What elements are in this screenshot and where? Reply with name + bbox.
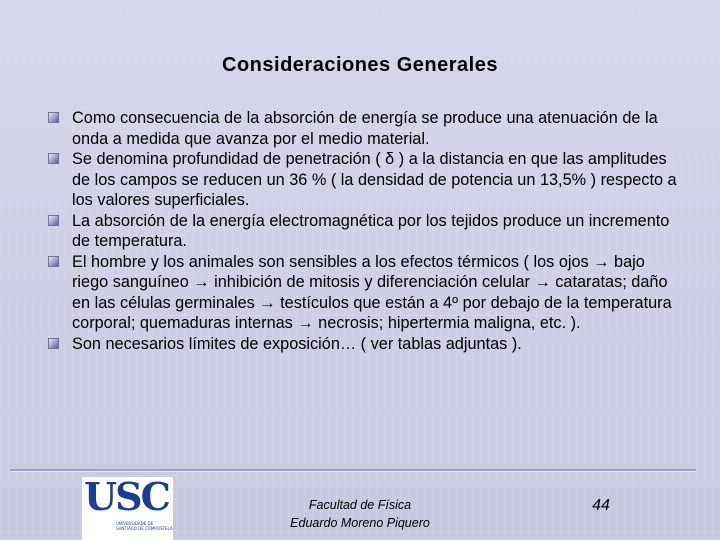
footer-credit (260, 496, 460, 532)
bullet-text: Como consecuencia de la absorción de energía se produce una atenuación de la onda a medida que avanza por el medio material. (72, 109, 658, 148)
bullet-item (48, 252, 678, 334)
bullet-text: La absorción de la energía electromagnética por los tejidos produce un incremento de temperatura. (72, 211, 670, 250)
bullet-text: Se denomina profundidad de penetración ( δ ) a la distancia en que las amplitudes de los campos se reducen un 36 % ( la densidad de potencia un 13,5% ) respecto a los valores superficiales. (72, 150, 677, 209)
usc-logo (82, 477, 173, 540)
bullet-list (48, 108, 678, 354)
logo-subtitle: UNIVERSIDADE DE SANTIAGO DE COMPOSTELA (116, 521, 173, 531)
logo-letters: USC (84, 477, 169, 519)
page-number: 44 (592, 497, 610, 514)
footer-faculty: Facultad de Física (308, 498, 412, 512)
bullet-text: El hombre y los animales son sensibles a los efectos térmicos ( los ojos → bajo riego sanguíneo → inhibición de mitosis y diferenciación celular → cataratas; daño en las células germinales → testículos que están a 4º por debajo de la temperatura corporal; quemaduras internas → necrosis; hipertermia maligna, etc. ). (72, 252, 672, 332)
footer-author: Eduardo Moreno Piquero (290, 516, 430, 530)
footer-divider (10, 469, 696, 472)
square-bullet-icon (48, 338, 59, 349)
square-bullet-icon (48, 112, 59, 123)
bullet-item (48, 211, 678, 252)
bullet-item (48, 108, 678, 149)
square-bullet-icon (48, 215, 59, 226)
square-bullet-icon (48, 256, 59, 267)
bullet-text: Son necesarios límites de exposición… ( ver tablas adjuntas ). (72, 334, 522, 353)
slide-title: Consideraciones Generales (222, 54, 498, 76)
bullet-item (48, 149, 678, 211)
square-bullet-icon (48, 153, 59, 164)
bullet-item (48, 334, 678, 355)
